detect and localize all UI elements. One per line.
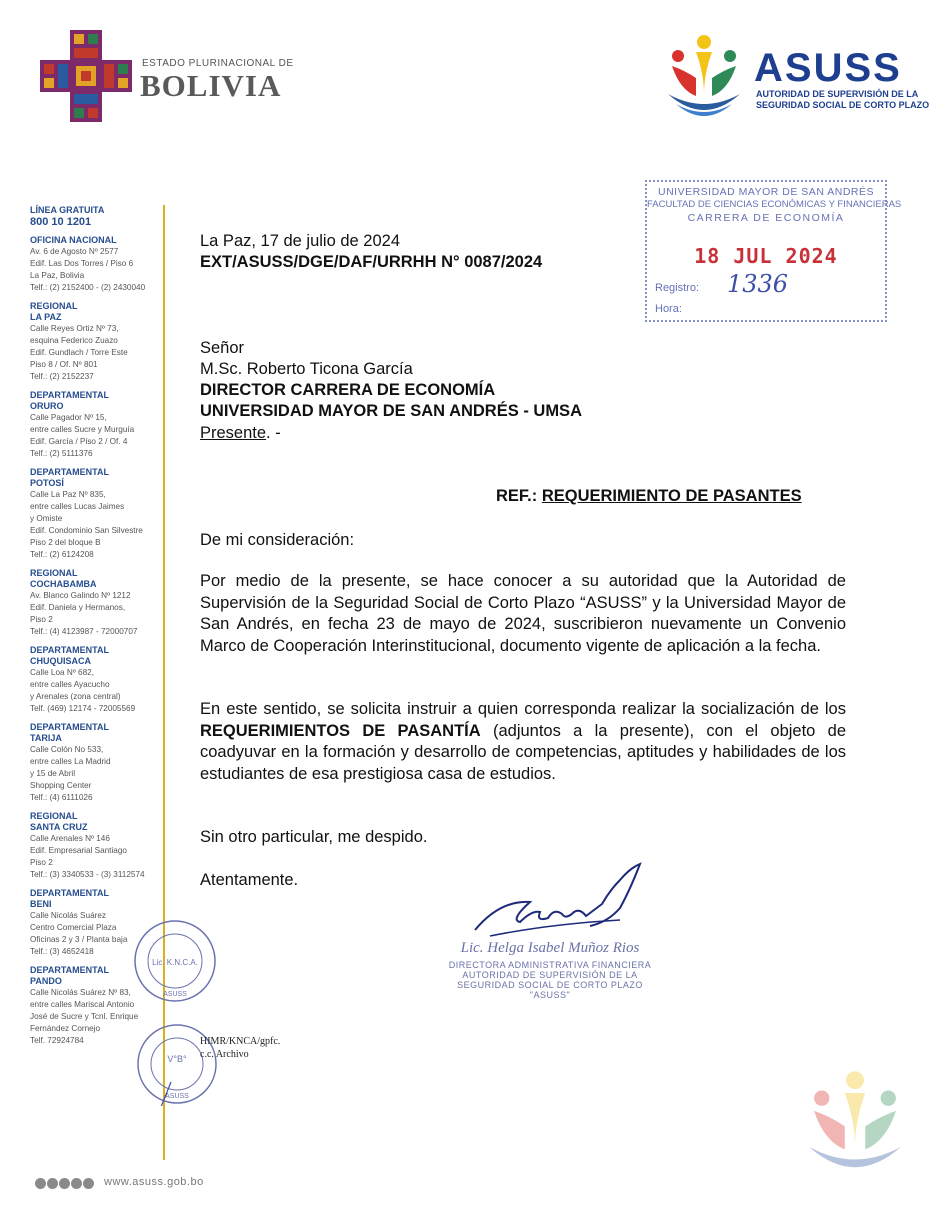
reference-code: EXT/ASUSS/DGE/DAF/URRHH N° 0087/2024 xyxy=(200,253,543,271)
office-detail: Calle Pagador Nº 15, xyxy=(30,413,107,422)
ref-text: REQUERIMIENTO DE PASANTES xyxy=(541,487,802,505)
seal-bottom-text: ASUSS xyxy=(163,991,187,998)
stamp-hora-label: Hora: xyxy=(655,303,682,315)
office-entry xyxy=(30,811,162,881)
office-detail: y Arenales (zona central) xyxy=(30,692,121,701)
hr-head-seal-icon xyxy=(132,918,218,1004)
office-entry xyxy=(30,722,162,804)
stamp-registro-label: Registro: xyxy=(655,282,700,294)
office-detail: Telf.: (4) 4123987 - 72000707 xyxy=(30,627,138,636)
office-detail: Edif. Condominio San Silvestre xyxy=(30,526,143,535)
presente-word: Presente xyxy=(200,424,267,442)
office-heading: BENI xyxy=(30,899,52,909)
office-detail: Oficinas 2 y 3 / Planta baja xyxy=(30,935,128,944)
office-detail: Calle Colón No 533, xyxy=(30,745,104,754)
office-detail: entre calles Mariscal Antonio xyxy=(30,1000,135,1009)
office-entry xyxy=(30,645,162,715)
instagram-icon xyxy=(71,1178,82,1189)
office-detail: Piso 2 xyxy=(30,615,53,624)
seal-bottom-text: ASUSS xyxy=(165,1093,189,1100)
paragraph-2-bold: REQUERIMIENTOS DE PASANTÍA xyxy=(200,721,481,740)
office-heading: DEPARTAMENTAL xyxy=(30,722,109,732)
office-entry xyxy=(30,568,162,638)
youtube-icon xyxy=(59,1178,70,1189)
seal-center-text: Lic. K.N.C.A. xyxy=(152,958,198,967)
office-detail: Telf. (469) 12174 - 72005569 xyxy=(30,704,136,713)
office-detail: Telf.: (2) 5111376 xyxy=(30,449,93,458)
stamp-registro-value: 1336 xyxy=(727,270,789,298)
signer-title: DIRECTORA ADMINISTRATIVA FINANCIERA xyxy=(448,960,652,970)
office-detail: esquina Federico Zuazo xyxy=(30,336,118,345)
office-entry xyxy=(30,467,162,561)
office-detail: y Omiste xyxy=(30,514,63,523)
asuss-watermark-icon xyxy=(800,1070,910,1180)
office-detail: Calle Loa Nº 682, xyxy=(30,668,94,677)
office-detail: Calle Nicolás Suárez Nº 83, xyxy=(30,988,131,997)
cc-line: c.c. Archivo xyxy=(200,1049,249,1060)
office-detail: Edif. Empresarial Santiago xyxy=(30,846,127,855)
paragraph-2-text: En este sentido, se solicita instruir a quien corresponda realizar la socialización de los xyxy=(200,700,846,718)
asuss-subtitle-line: SEGURIDAD SOCIAL DE CORTO PLAZO xyxy=(756,100,930,110)
hotline xyxy=(30,205,162,229)
asuss-emblem-icon xyxy=(666,34,742,120)
website-link: www.asuss.gob.bo xyxy=(104,1176,204,1188)
ref-line xyxy=(496,486,802,507)
asuss-wordmark: ASUSS xyxy=(754,46,902,90)
office-heading: PANDO xyxy=(30,976,62,986)
closing-line: Sin otro particular, me despido. xyxy=(200,828,428,846)
hr-professional-seal-icon xyxy=(135,1022,219,1106)
hotline-number: 800 10 1201 xyxy=(30,216,92,228)
office-detail: Telf.: (2) 2152400 - (2) 2430040 xyxy=(30,283,146,292)
office-heading: POTOSÍ xyxy=(30,478,64,488)
signer-title: "ASUSS" xyxy=(529,990,571,1000)
recipient-name: M.Sc. Roberto Ticona García xyxy=(200,360,413,378)
presente-line xyxy=(200,423,281,444)
office-heading: TARIJA xyxy=(30,733,62,743)
office-heading: REGIONAL xyxy=(30,568,78,578)
closing-atentamente: Atentamente. xyxy=(200,871,299,889)
office-entry xyxy=(30,301,162,383)
stamp-line: FACULTAD DE CIENCIAS ECONÓMICAS Y FINANCIERAS xyxy=(647,199,902,210)
office-detail: entre calles La Madrid xyxy=(30,757,111,766)
paragraph-2-text: (adjuntos a la presente), con el objeto de coadyuvar en la formación y desarrollo de competencias, aptitudes y habilidades de los estudiantes de esa prestigiosa casa de estudios. xyxy=(200,721,847,783)
office-detail: Piso 2 del bloque B xyxy=(30,538,101,547)
office-detail: entre calles Ayacucho xyxy=(30,680,110,689)
signer-name: Lic. Helga Isabel Muñoz Rios xyxy=(460,940,640,956)
office-heading: LA PAZ xyxy=(30,312,62,322)
office-heading: REGIONAL xyxy=(30,811,78,821)
signer-title: SEGURIDAD SOCIAL DE CORTO PLAZO xyxy=(457,980,643,990)
office-detail: Piso 8 / Of. Nº 801 xyxy=(30,360,98,369)
office-heading: COCHABAMBA xyxy=(30,579,97,589)
office-heading: ORURO xyxy=(30,401,64,411)
presente-suffix: . - xyxy=(266,424,281,442)
office-detail: Telf.: (3) 4652418 xyxy=(30,947,94,956)
office-detail: Telf. 72924784 xyxy=(30,1036,84,1045)
office-entry xyxy=(30,235,162,294)
office-detail: Fernández Cornejo xyxy=(30,1024,101,1033)
office-detail: Edif. Gundlach / Torre Este xyxy=(30,348,128,357)
date-line: La Paz, 17 de julio de 2024 xyxy=(200,232,400,250)
signer-title: AUTORIDAD DE SUPERVISIÓN DE LA xyxy=(462,970,638,980)
web-icon xyxy=(83,1178,94,1189)
office-heading: DEPARTAMENTAL xyxy=(30,645,109,655)
bolivia-state-caption: ESTADO PLURINACIONAL DE xyxy=(142,58,294,69)
office-detail: Telf.: (2) 6124208 xyxy=(30,550,94,559)
stamp-line: UNIVERSIDAD MAYOR DE SAN ANDRÉS xyxy=(657,186,874,198)
office-detail: Edif. García / Piso 2 / Of. 4 xyxy=(30,437,128,446)
seal-center-text: V°B° xyxy=(167,1054,187,1064)
bolivia-logo-icon xyxy=(40,30,132,122)
office-detail: La Paz, Bolivia xyxy=(30,271,85,280)
office-detail: Telf.: (2) 2152237 xyxy=(30,372,94,381)
social-icons xyxy=(35,1176,95,1194)
greeting: De mi consideración: xyxy=(200,531,355,549)
office-detail: entre calles Sucre y Murguía xyxy=(30,425,135,434)
office-detail: Telf.: (4) 6111026 xyxy=(30,793,93,802)
office-detail: Telf.: (3) 3340533 - (3) 3112574 xyxy=(30,870,145,879)
paragraph-2 xyxy=(200,699,846,785)
recipient-title: DIRECTOR CARRERA DE ECONOMÍA xyxy=(200,381,496,399)
office-heading: DEPARTAMENTAL xyxy=(30,888,109,898)
office-detail: entre calles Lucas Jaimes xyxy=(30,502,125,511)
office-detail: Shopping Center xyxy=(30,781,92,790)
asuss-subtitle-line: AUTORIDAD DE SUPERVISIÓN DE LA xyxy=(756,89,919,99)
office-heading: DEPARTAMENTAL xyxy=(30,965,109,975)
office-heading: DEPARTAMENTAL xyxy=(30,390,109,400)
office-heading: OFICINA NACIONAL xyxy=(30,235,117,245)
office-detail: y 15 de Abril xyxy=(30,769,76,778)
facebook-icon xyxy=(35,1178,46,1189)
office-heading: SANTA CRUZ xyxy=(30,822,88,832)
ref-label: REF.: xyxy=(496,487,538,505)
office-entry xyxy=(30,390,162,460)
stamp-line: CARRERA DE ECONOMÍA xyxy=(687,212,845,224)
office-detail: Piso 2 xyxy=(30,858,53,867)
handwritten-signature-icon xyxy=(470,860,655,945)
office-detail: Calle Arenales Nº 146 xyxy=(30,834,110,843)
office-detail: Av. Blanco Galindo Nº 1212 xyxy=(30,591,131,600)
office-detail: José de Sucre y Tcnl. Enrique xyxy=(30,1012,139,1021)
office-detail: Edif. Las Dos Torres / Piso 6 xyxy=(30,259,134,268)
recipient-institution: UNIVERSIDAD MAYOR DE SAN ANDRÉS - UMSA xyxy=(200,402,582,420)
office-detail: Calle Nicolás Suárez xyxy=(30,911,106,920)
office-detail: Centro Comercial Plaza xyxy=(30,923,117,932)
sidebar-divider xyxy=(163,205,165,1160)
office-detail: Edif. Daniela y Hermanos, xyxy=(30,603,126,612)
twitter-icon xyxy=(47,1178,58,1189)
office-heading: DEPARTAMENTAL xyxy=(30,467,109,477)
paragraph-1: Por medio de la presente, se hace conocer a su autoridad que la Autoridad de Supervisión de la Seguridad Social de Corto Plazo “ASUSS” y la Universidad Mayor de San Andrés, en fecha 23 de mayo de 2024, suscribieron nuevamente un Convenio Marco de Cooperación Interinstitucional, documento vigente de aplicación a la fecha. xyxy=(200,572,846,655)
stamp-date: 18 JUL 2024 xyxy=(694,244,838,268)
office-heading: CHUQUISACA xyxy=(30,656,92,666)
salutation: Señor xyxy=(200,339,245,357)
office-detail: Calle Reyes Ortiz Nº 73, xyxy=(30,324,119,333)
reception-stamp xyxy=(645,180,902,322)
office-heading: REGIONAL xyxy=(30,301,78,311)
bolivia-wordmark: BOLIVIA xyxy=(140,68,282,103)
office-detail: Av. 6 de Agosto Nº 2577 xyxy=(30,247,119,256)
office-detail: Calle La Paz Nº 835, xyxy=(30,490,106,499)
hotline-label: LÍNEA GRATUITA xyxy=(30,205,105,215)
initials-line: HIMR/KNCA/gpfc. xyxy=(200,1036,281,1047)
